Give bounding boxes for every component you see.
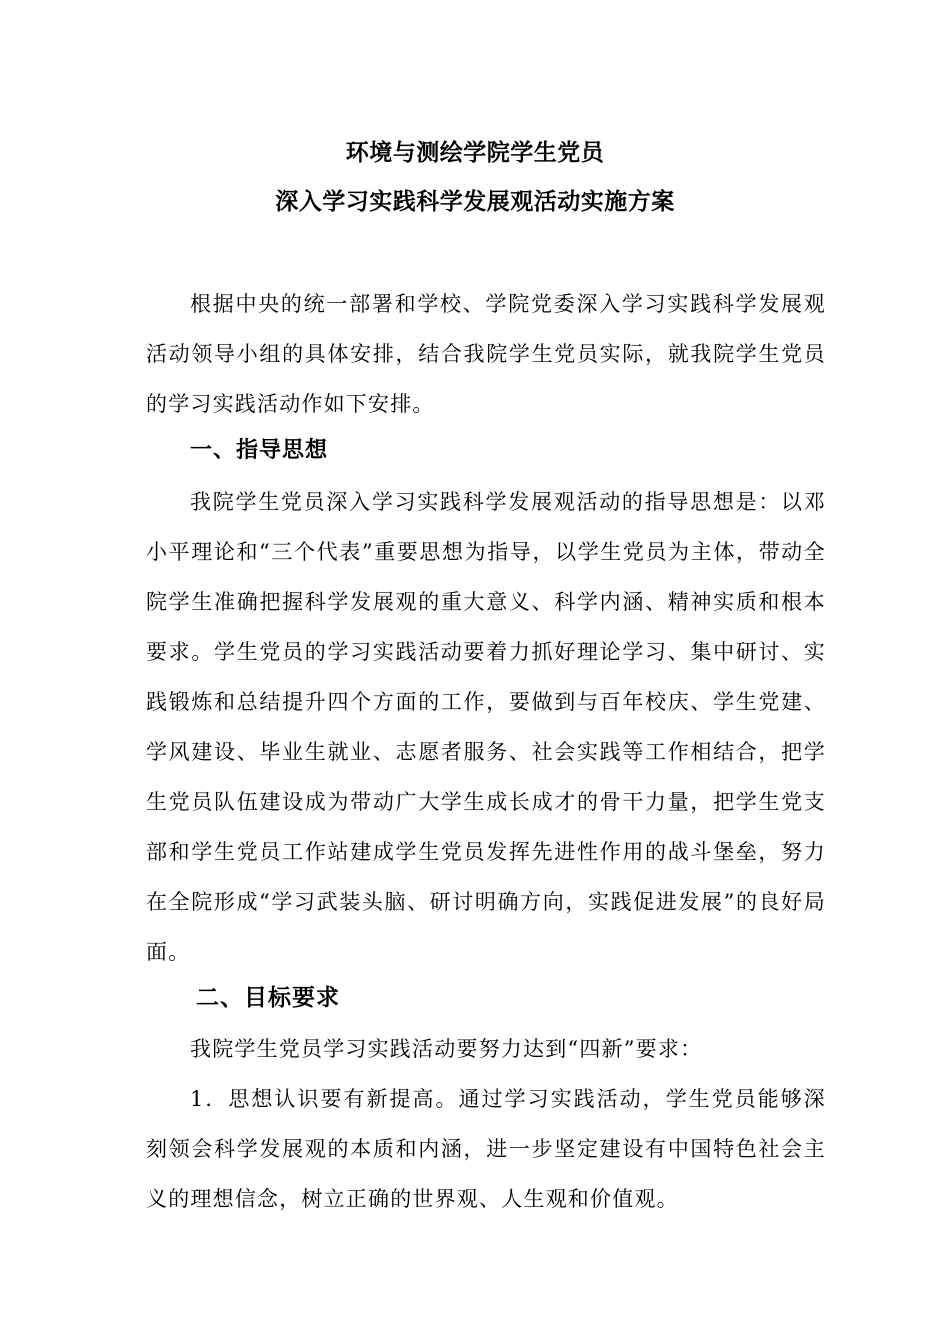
section-heading-goals: 二、目标要求 xyxy=(196,985,340,1011)
document-title-line-1: 环境与测绘学院学生党员 xyxy=(345,140,605,166)
intro-paragraph: 根据中央的统一部署和学校、学院党委深入学习实践科学发展观活动领导小组的具体安排，结合我院学生党员实际，就我院学生党员的学习实践活动作如下安排。 xyxy=(146,292,826,416)
goals-lead-paragraph: 我院学生党员学习实践活动要努力达到“四新”要求： xyxy=(190,1037,703,1061)
guiding-ideology-paragraph: 我院学生党员深入学习实践科学发展观活动的指导思想是：以邓小平理论和“三个代表”重要思想为指导，以学生党员为主体，带动全院学生准确把握科学发展观的重大意义、科学内涵、精神实质和根本要求。学生党员的学习实践活动要着力抓好理论学习、集中研讨、实践锻炼和总结提升四个方面的工作，要做到与百年校庆、学生党建、学风建设、毕业生就业、志愿者服务、社会实践等工作相结合，把学生党员队伍建设成为带动广大学生成长成才的骨干力量，把学生党支部和学生党员工作站建成学生党员发挥先进性作用的战斗堡垒，努力在全院形成“学习武装头脑、研讨明确方向，实践促进发展”的良好局面。 xyxy=(146,490,826,964)
section-heading-guiding-ideology: 一、指导思想 xyxy=(190,438,329,463)
goal-item-1-paragraph: 1．思想认识要有新提高。通过学习实践活动，学生党员能够深刻领会科学发展观的本质和内涵，进一步坚定建设有中国特色社会主义的理想信念，树立正确的世界观、人生观和价值观。 xyxy=(146,1087,826,1211)
document-title-line-2: 深入学习实践科学发展观活动实施方案 xyxy=(275,189,675,215)
